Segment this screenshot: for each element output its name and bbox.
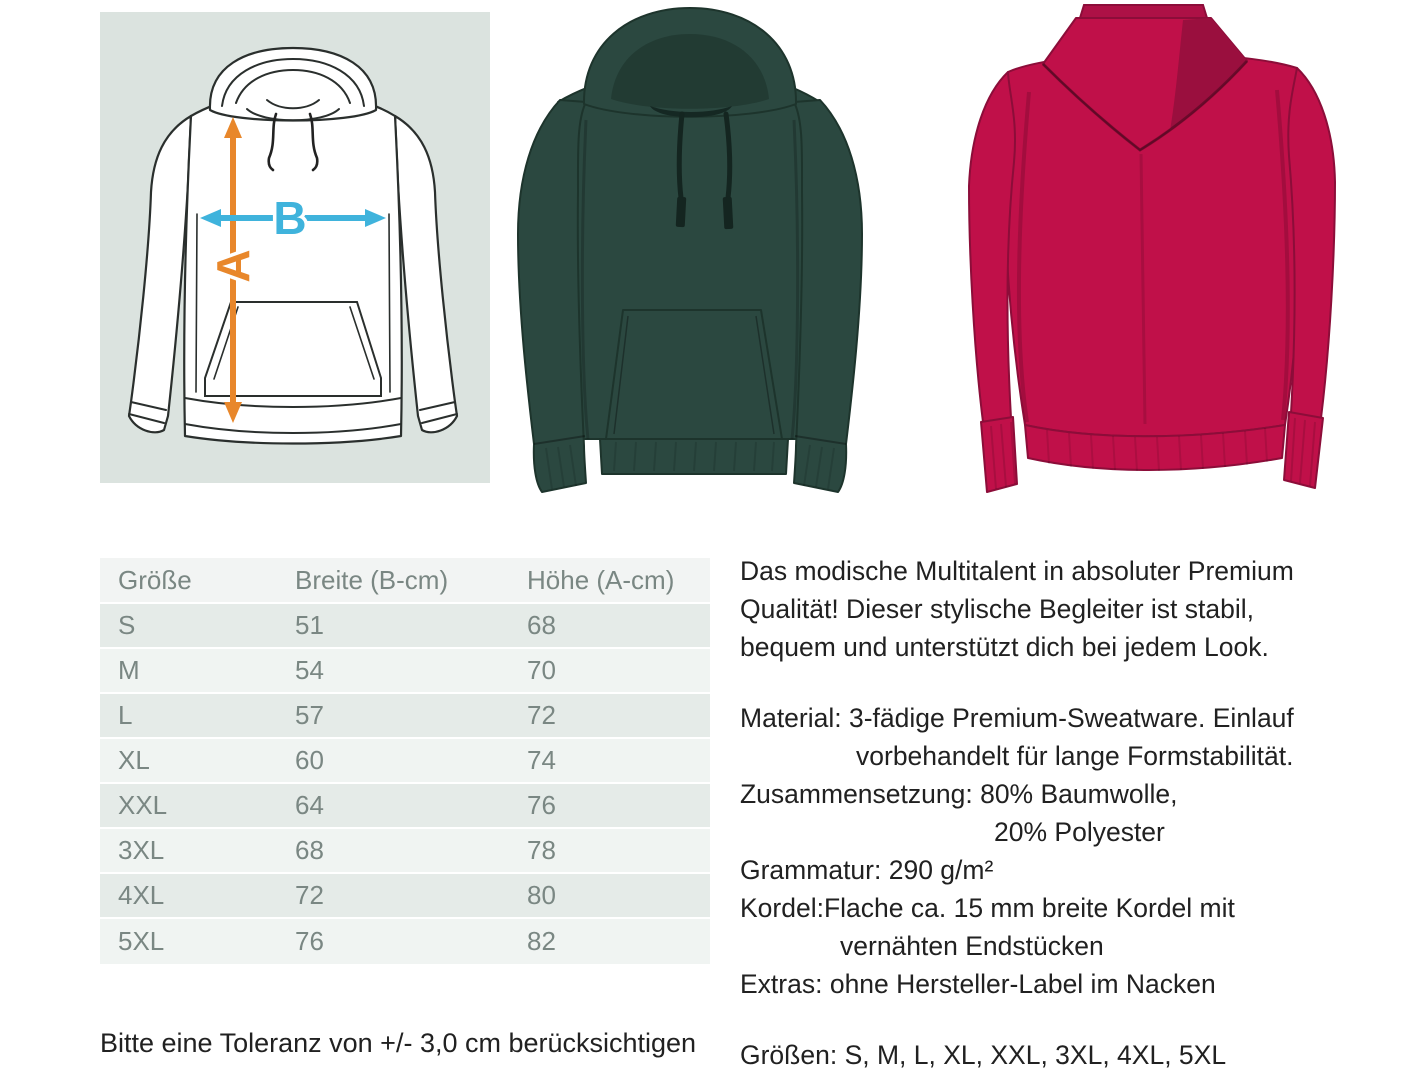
cell-height: 74 — [527, 745, 556, 775]
size-table-row-5xl — [100, 919, 710, 964]
back-sleeve-right — [1288, 68, 1335, 418]
cell-height: 80 — [527, 880, 556, 910]
hoodie-back-image — [943, 0, 1355, 500]
cell-size: S — [118, 610, 136, 640]
size-diagram-panel — [100, 12, 490, 483]
cell-height: 68 — [527, 610, 556, 640]
cell-size: 4XL — [118, 880, 165, 910]
cell-height: 76 — [527, 790, 556, 820]
size-table-header-row — [100, 558, 710, 604]
cell-width: 60 — [295, 745, 324, 775]
cell-width: 54 — [295, 655, 324, 685]
cell-height: 70 — [527, 655, 556, 685]
description-line-sizes: Größen: S, M, L, XL, XXL, 3XL, 4XL, 5XL — [740, 1040, 1227, 1068]
cell-width: 68 — [295, 835, 324, 865]
body-crease-left — [196, 214, 197, 392]
cell-width: 51 — [295, 610, 324, 640]
cell-height: 78 — [527, 835, 556, 865]
description-line: Qualität! Dieser stylische Begleiter ist stabil, — [740, 594, 1255, 624]
description-line-grammage: Grammatur: 290 g/m² — [740, 855, 994, 885]
cell-size: XXL — [118, 790, 168, 820]
measure-label-b: B — [273, 192, 307, 244]
description-line-composition: Zusammensetzung: 80% Baumwolle, — [740, 779, 1178, 809]
description-line-cord: Kordel:Flache ca. 15 mm breite Kordel mit — [740, 893, 1235, 923]
cell-width: 72 — [295, 880, 324, 910]
size-table-row-4xl — [100, 874, 710, 919]
measure-label-a: A — [207, 249, 259, 283]
description-line-material: Material: 3-fädige Premium-Sweatware. Einlauf — [740, 703, 1294, 733]
back-sleeve-left — [969, 72, 1015, 422]
hoodie-front-image — [498, 0, 910, 500]
size-table-row-3xl — [100, 829, 710, 874]
cell-width: 57 — [295, 700, 324, 730]
description-line: Das modische Multitalent in absoluter Premium — [740, 556, 1294, 586]
column-header-width: Breite (B-cm) — [295, 564, 449, 595]
cell-size: XL — [118, 745, 150, 775]
description-line-extras: Extras: ohne Hersteller-Label im Nacken — [740, 969, 1216, 999]
cell-size: 5XL — [118, 926, 165, 956]
size-table-row-s — [100, 604, 710, 649]
size-diagram — [100, 12, 490, 483]
product-description — [740, 552, 1424, 1068]
size-table — [100, 558, 710, 964]
cell-size: M — [118, 655, 140, 685]
sleeve-right-outline — [395, 116, 457, 432]
sleeve-left-outline — [129, 116, 191, 432]
drawstring-left — [679, 114, 682, 198]
body-crease-right — [389, 214, 390, 392]
cell-size: L — [118, 700, 133, 730]
hood-top-tab — [1080, 5, 1207, 18]
front-sleeve-right — [794, 100, 862, 492]
column-header-height: Höhe (A-cm) — [527, 564, 675, 595]
column-header-size: Größe — [118, 564, 192, 595]
description-line: 20% Polyester — [994, 817, 1165, 847]
size-table-row-l — [100, 694, 710, 739]
front-sleeve-left — [518, 100, 586, 492]
tolerance-note: Bitte eine Toleranz von +/- 3,0 cm berücksichtigen — [100, 1028, 697, 1058]
kangaroo-pocket — [606, 310, 782, 439]
size-table-row-xxl — [100, 784, 710, 829]
cell-height: 82 — [527, 926, 556, 956]
size-table-row-xl — [100, 739, 710, 784]
drawstring-aglet-right — [723, 197, 734, 229]
cell-width: 76 — [295, 926, 324, 956]
cell-size: 3XL — [118, 835, 165, 865]
drawstring-aglet-left — [676, 197, 687, 227]
description-line: vorbehandelt für lange Formstabilität. — [856, 741, 1294, 771]
size-table-row-m — [100, 649, 710, 694]
description-line: bequem und unterstützt dich bei jedem Look. — [740, 632, 1269, 662]
cell-width: 64 — [295, 790, 324, 820]
description-line: vernähten Endstücken — [840, 931, 1104, 961]
cell-height: 72 — [527, 700, 556, 730]
